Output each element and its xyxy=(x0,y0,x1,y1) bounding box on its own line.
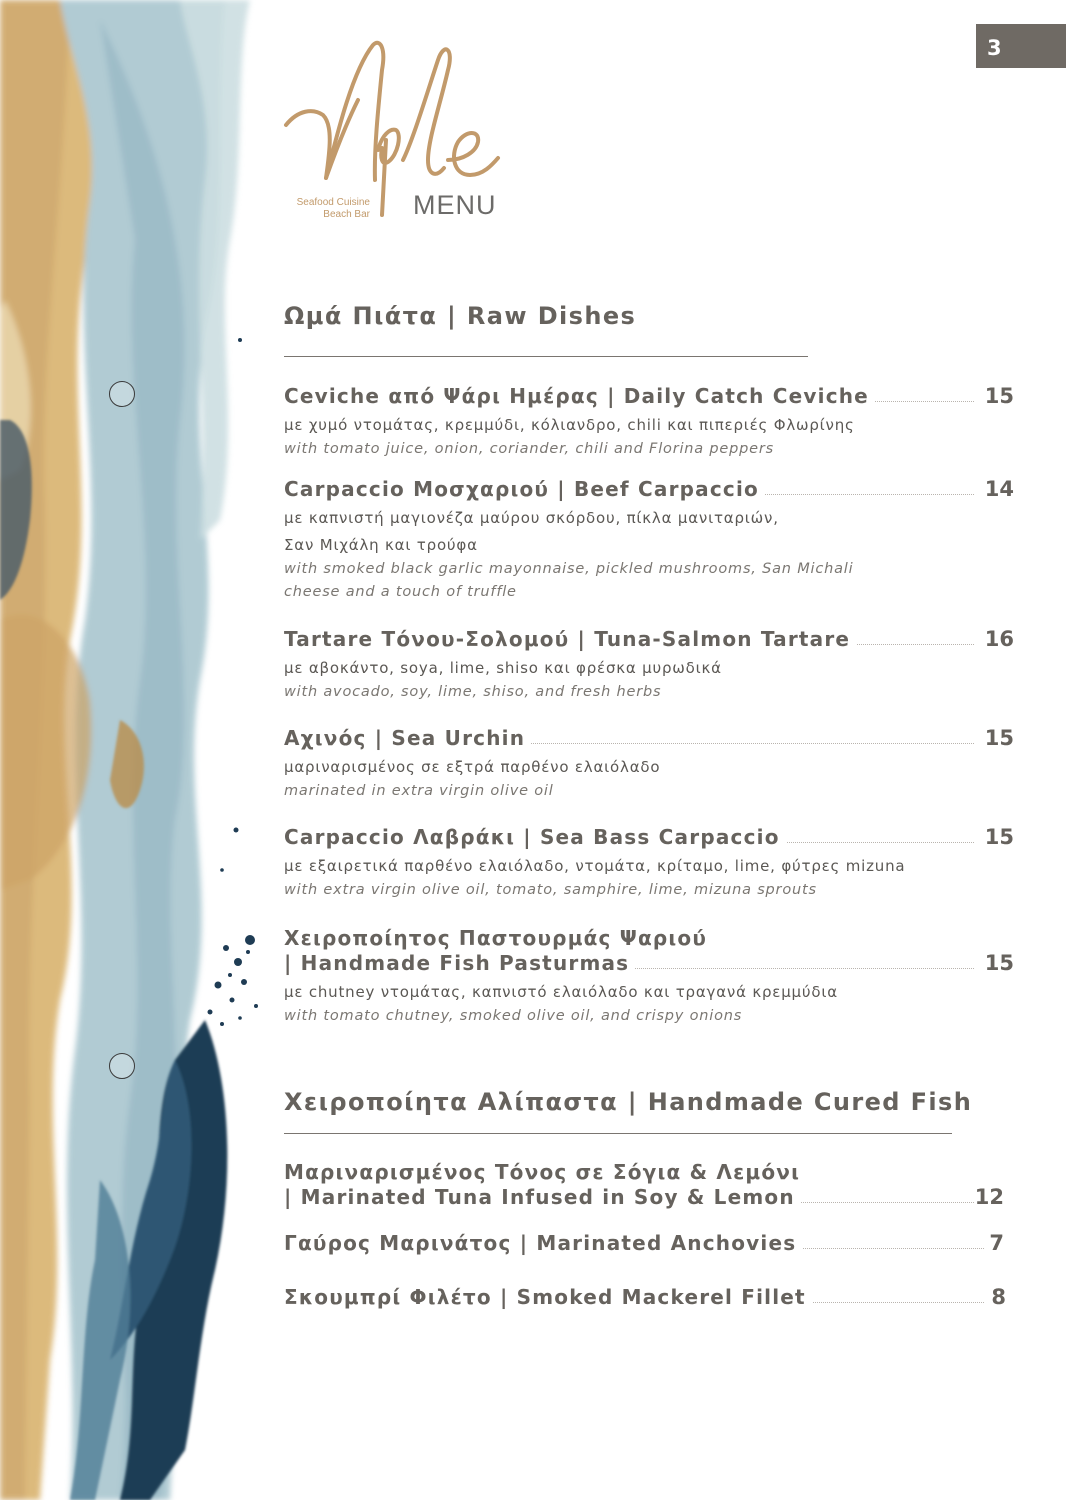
item-price: 15 xyxy=(984,384,1014,408)
menu-item-sea-urchin xyxy=(284,725,1014,803)
item-price: 15 xyxy=(984,825,1014,849)
menu-item-tuna-salmon-tartare xyxy=(284,626,1014,704)
section-divider xyxy=(284,1133,952,1134)
menu-item-ceviche xyxy=(284,383,1014,461)
item-description-greek: μαριναρισμένος σε εξτρά παρθένο ελαιόλαδο xyxy=(284,758,661,776)
item-description-english: with smoked black garlic mayonnaise, pickled mushrooms, San Michali xyxy=(284,561,854,577)
mple-logo xyxy=(278,30,518,230)
item-name: Ceviche από Ψάρι Ημέρας | Daily Catch Ceviche xyxy=(284,383,875,409)
item-name-line2: | Handmade Fish Pasturmas xyxy=(284,950,635,976)
item-description-english: with tomato juice, onion, coriander, chili and Florina peppers xyxy=(284,441,774,457)
item-name: Carpaccio Λαβράκι | Sea Bass Carpaccio xyxy=(284,824,786,850)
watercolor-decoration xyxy=(0,0,270,1500)
binder-hole-bottom xyxy=(109,1053,135,1079)
item-description-greek: με chutney ντομάτας, καπνιστό ελαιόλαδο και τραγανά κρεμμύδια xyxy=(284,983,838,1001)
item-description-greek: με αβοκάντο, soya, lime, shiso και φρέσκα μυρωδικά xyxy=(284,659,722,677)
menu-item-sea-bass-carpaccio xyxy=(284,824,1014,902)
menu-item-mackerel-fillet xyxy=(284,1284,1006,1310)
item-description-english: with extra virgin olive oil, tomato, samphire, lime, mizuna sprouts xyxy=(284,882,817,898)
item-name: Carpaccio Μοσχαριού | Beef Carpaccio xyxy=(284,476,765,502)
item-name-line1: Μαριναρισμένος Τόνος σε Σόγια & Λεμόνι xyxy=(284,1160,801,1184)
item-description-greek: Σαν Μιχάλη και τρούφα xyxy=(284,536,478,554)
menu-item-marinated-tuna xyxy=(284,1160,1004,1210)
item-price: 14 xyxy=(984,477,1014,501)
page-number-badge: 3 xyxy=(976,24,1066,68)
menu-item-fish-pasturmas xyxy=(284,926,1014,1028)
logo-menu-word: MENU xyxy=(413,190,497,220)
item-price: 8 xyxy=(991,1285,1006,1309)
menu-item-marinated-anchovies xyxy=(284,1230,1004,1256)
logo-tagline-line1: Seafood Cuisine xyxy=(296,197,370,208)
item-description-english: with avocado, soy, lime, shiso, and fresh herbs xyxy=(284,684,662,700)
logo-tagline xyxy=(282,197,370,221)
menu-item-beef-carpaccio xyxy=(284,476,1014,604)
item-description-english: with tomato chutney, smoked olive oil, and crispy onions xyxy=(284,1008,743,1024)
item-price: 15 xyxy=(984,726,1014,750)
binder-hole-top xyxy=(109,381,135,407)
item-name: Tartare Τόνου-Σολομού | Tuna-Salmon Tartare xyxy=(284,626,856,652)
item-name-line2: | Marinated Tuna Infused in Soy & Lemon xyxy=(284,1184,801,1210)
item-description-english: marinated in extra virgin olive oil xyxy=(284,783,554,799)
item-price: 15 xyxy=(984,951,1014,975)
item-name: Σκουμπρί Φιλέτο | Smoked Mackerel Fillet xyxy=(284,1284,812,1310)
item-name-line1: Χειροποίητος Παστουρμάς Ψαριού xyxy=(284,926,708,950)
section-title-raw-dishes: Ωμά Πιάτα | Raw Dishes xyxy=(284,302,637,330)
item-description-greek: με χυμό ντομάτας, κρεμμύδι, κόλιανδρο, chili και πιπεριές Φλωρίνης xyxy=(284,416,855,434)
section-title-cured-fish: Χειροποίητα Αλίπαστα | Handmade Cured Fish xyxy=(284,1088,973,1116)
item-price: 7 xyxy=(989,1231,1004,1255)
item-name: Αχινός | Sea Urchin xyxy=(284,725,531,751)
item-description-english: cheese and a touch of truffle xyxy=(284,584,517,600)
item-description-greek: με εξαιρετικά παρθένο ελαιόλαδο, ντομάτα, κρίταμο, lime, φύτρες mizuna xyxy=(284,857,906,875)
item-name: Γαύρος Μαρινάτος | Marinated Anchovies xyxy=(284,1230,802,1256)
item-description-greek: με καπνιστή μαγιονέζα μαύρου σκόρδου, πίκλα μανιταριών, xyxy=(284,509,779,527)
item-price: 12 xyxy=(974,1185,1004,1209)
logo-tagline-line2: Beach Bar xyxy=(323,209,370,220)
item-price: 16 xyxy=(984,627,1014,651)
section-divider xyxy=(284,356,808,357)
